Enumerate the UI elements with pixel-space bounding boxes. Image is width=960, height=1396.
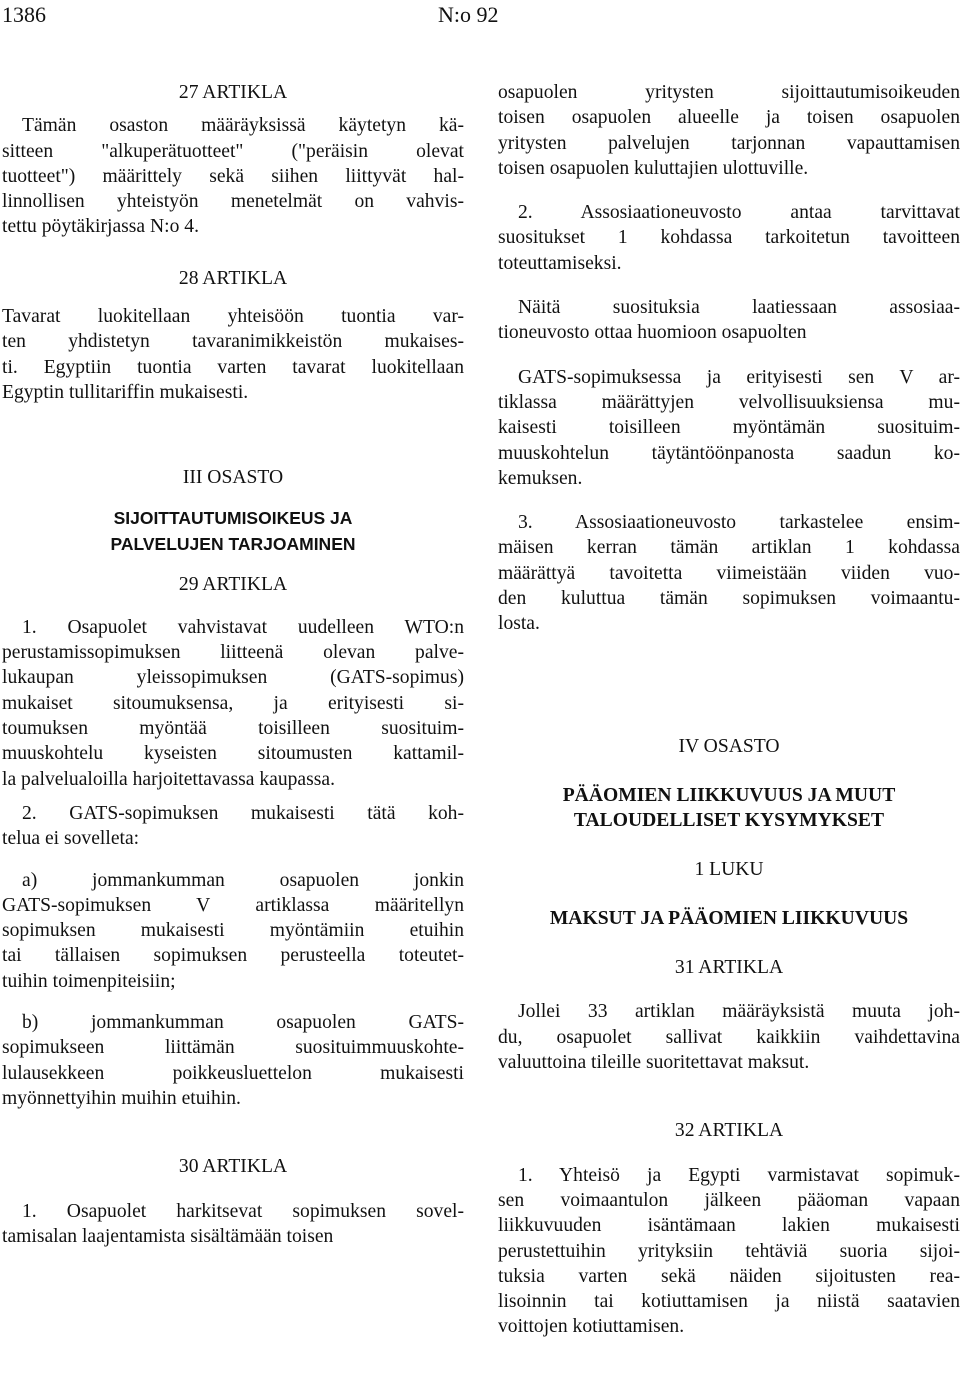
- section-iv-subtitle: [498, 783, 960, 834]
- article-27-paragraph: [2, 113, 464, 239]
- text-line: ti. Egyptiin tuontia varten tavarat luokitellaan: [2, 356, 464, 378]
- text-line: Tämän osaston määräyksissä käytetyn kä-: [22, 115, 464, 137]
- article-30-title: 30 ARTIKLA: [178, 1156, 288, 1178]
- text-line: a) jommankumman osapuolen jonkin: [22, 869, 464, 891]
- section-iv-title: IV OSASTO: [678, 735, 780, 757]
- text-line: valuuttoina tileille suoritettavat maksut.: [498, 1052, 810, 1074]
- text-line: tai tällaisen sopimuksen perusteella toteutet-: [2, 945, 464, 967]
- text-line: losta.: [498, 613, 540, 635]
- text-line: toisen osapuolen alueelle ja toisen osapuolen: [498, 107, 960, 129]
- text-line: 2. GATS-sopimuksen mukaisesti tätä koh-: [22, 802, 464, 824]
- text-line: suositukset 1 kohdassa tarkoitetun tavoitteen: [498, 227, 960, 249]
- article-29-title: 29 ARTIKLA: [178, 573, 288, 595]
- section-iii-title: III OSASTO: [182, 467, 284, 489]
- continued-paragraph: [498, 80, 960, 181]
- text-line: perustettuihin yrityksiin tehtäviä suoria sijoi-: [498, 1240, 960, 1262]
- text-line: lukaupan yleissopimuksen (GATS-sopimus): [2, 667, 464, 689]
- text-line: GATS-sopimuksessa ja erityisesti sen V ar-: [518, 366, 960, 388]
- text-line: toteuttamiseksi.: [498, 252, 622, 274]
- article-32-title: 32 ARTIKLA: [674, 1120, 784, 1142]
- text-line: mukaiset sitoumuksensa, ja erityisesti si-: [2, 692, 464, 714]
- text-line: tioneuvosto ottaa huomioon osapuolten: [498, 322, 807, 344]
- text-line: kaisesti toisilleen myöntämän suosituim-: [498, 417, 960, 439]
- text-line: linnollisen yhteistyön menetelmät on vahvis-: [2, 191, 464, 213]
- text-line: toisen osapuolen kuluttajien ulottuville.: [498, 157, 809, 179]
- article-30-paragraph: [2, 1199, 464, 1250]
- text-line: sopimukseen liittämän suosituimmuuskohte-: [2, 1037, 464, 1059]
- text-line: 1. Osapuolet harkitsevat sopimuksen sovel-: [22, 1200, 464, 1222]
- text-line: tuotteet") määrittely sekä siihen liittyvät hal-: [2, 165, 464, 187]
- text-line: tuihin toimenpiteisiin;: [2, 970, 176, 992]
- text-line: SIJOITTAUTUMISOIKEUS JA: [113, 507, 353, 528]
- text-line: Egyptin tullitariffin mukaisesti.: [2, 381, 249, 403]
- article-29-paragraph-1: [2, 615, 464, 792]
- text-line: sopimuksen mukaisesti myöntämiin etuihin: [2, 920, 464, 942]
- text-line: kemuksen.: [498, 467, 583, 489]
- text-line: du, osapuolet sallivat kaikkiin vaihdettavina: [498, 1026, 960, 1048]
- text-line: GATS-sopimuksen V artiklassa määritellyn: [2, 894, 464, 916]
- text-line: PÄÄOMIEN LIIKKUVUUS JA MUUT: [562, 784, 896, 806]
- text-line: la palvelualoilla harjoitettavassa kaupassa.: [2, 768, 335, 790]
- text-line: osapuolen yritysten sijoittautumisoikeuden: [498, 82, 960, 103]
- article-28-paragraph: [2, 304, 464, 405]
- text-line: myönnettyihin muihin etuihin.: [2, 1087, 241, 1109]
- text-line: perustamissopimuksen liitteenä olevan palve-: [2, 642, 464, 664]
- text-line: b) jommankumman osapuolen GATS-: [22, 1012, 464, 1034]
- paragraph-gats: [498, 365, 960, 491]
- text-line: tamisalan laajentamista sisältämään toisen: [2, 1225, 334, 1247]
- article-29-paragraph-2: [2, 801, 464, 852]
- article-29-item-a: [2, 868, 464, 994]
- text-line: tuksia varten sekä näiden sijoitusten rea-: [498, 1265, 960, 1287]
- text-line: muuskohtelun täytäntöönpanosta saadun ko-: [498, 442, 960, 464]
- text-line: telua ei sovelleta:: [2, 828, 140, 850]
- article-32-paragraph: [498, 1163, 960, 1340]
- text-line: määrättyä tavoitetta viimeistään viiden vuo-: [498, 562, 960, 584]
- article-31-title: 31 ARTIKLA: [674, 957, 784, 979]
- chapter-title: MAKSUT JA PÄÄOMIEN LIIKKUVUUS: [549, 907, 909, 929]
- text-line: den kuluttua tämän sopimuksen voimaantu-: [498, 588, 960, 610]
- article-31-paragraph: [498, 999, 960, 1075]
- text-line: liikkuvuuden isäntämaan lakien mukaisesti: [498, 1215, 960, 1237]
- text-line: muuskohtelu kyseisten sitoumusten kattamil-: [2, 743, 464, 765]
- text-line: tettu pöytäkirjassa N:o 4.: [2, 216, 199, 238]
- text-line: ten yhdistetyn tavaranimikkeistön mukaises-: [2, 331, 464, 353]
- text-line: Tavarat luokitellaan yhteisöön tuontia var-: [2, 306, 464, 328]
- text-line: lisoinnin tai kotiuttamisen ja niistä saatavien: [498, 1291, 960, 1313]
- text-line: lulausekkeen poikkeusluettelon mukaisesti: [2, 1062, 464, 1084]
- text-line: PALVELUJEN TARJOAMINEN: [110, 533, 356, 554]
- text-line: TALOUDELLISET KYSYMYKSET: [573, 810, 885, 832]
- article-28-title: 28 ARTIKLA: [178, 267, 288, 289]
- paragraph-naita: [498, 295, 960, 346]
- article-29-item-b: [2, 1010, 464, 1111]
- text-line: sitteen "alkuperätuotteet" ("peräisin olevat: [2, 140, 464, 162]
- text-line: yritysten palvelujen tarjonnan vapauttamisen: [498, 132, 960, 154]
- text-line: sen voimaantulon jälkeen pääoman vapaan: [498, 1189, 960, 1211]
- paragraph-3: [498, 510, 960, 636]
- text-line: 1. Osapuolet vahvistavat uudelleen WTO:n: [22, 616, 464, 638]
- paragraph-2: [498, 200, 960, 276]
- right-column: [498, 80, 960, 1340]
- text-line: Jollei 33 artiklan määräyksistä muuta joh-: [518, 1001, 960, 1023]
- text-line: 2. Assosiaationeuvosto antaa tarvittavat: [518, 202, 960, 224]
- text-line: 3. Assosiaationeuvosto tarkastelee ensim-: [518, 512, 960, 534]
- text-line: tiklassa määrättyjen velvollisuuksiensa mu-: [498, 391, 960, 413]
- text-line: toumuksen myöntää toisilleen suosituim-: [2, 718, 464, 740]
- text-line: Näitä suosituksia laatiessaan assosiaa-: [518, 297, 960, 319]
- issue-number: N:o 92: [438, 2, 499, 27]
- section-iii-subtitle: [2, 505, 464, 557]
- text-line: mäisen kerran tämän artiklan 1 kohdassa: [498, 537, 960, 559]
- text-line: 1. Yhteisö ja Egypti varmistavat sopimuk-: [518, 1164, 960, 1186]
- text-line: voittojen kotiuttamisen.: [498, 1316, 685, 1338]
- article-27-title: 27 ARTIKLA: [178, 82, 288, 103]
- left-column: [2, 80, 464, 1249]
- chapter-number: 1 LUKU: [694, 858, 764, 880]
- page-number: 1386: [2, 2, 46, 27]
